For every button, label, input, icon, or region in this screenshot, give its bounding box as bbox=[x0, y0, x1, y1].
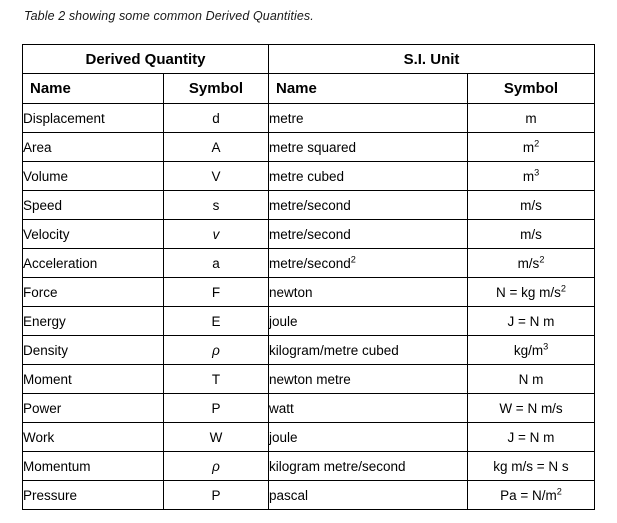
table-row bbox=[23, 133, 595, 162]
cell-quantity-symbol bbox=[164, 423, 269, 452]
cell-quantity-symbol bbox=[164, 191, 269, 220]
quantity-symbol-text: ρ bbox=[212, 458, 220, 474]
table-body bbox=[23, 104, 595, 510]
derived-quantities-table bbox=[22, 44, 595, 510]
cell-unit-symbol: N m bbox=[468, 365, 595, 394]
cell-unit-name: kilogram metre/second bbox=[269, 452, 468, 481]
cell-unit-name: newton bbox=[269, 278, 468, 307]
unit-symbol-base: N = kg m/s bbox=[496, 284, 561, 300]
cell-unit-name: metre cubed bbox=[269, 162, 468, 191]
table-row bbox=[23, 249, 595, 278]
cell-unit-symbol: m bbox=[468, 104, 595, 133]
quantity-symbol-text: a bbox=[212, 255, 220, 271]
cell-quantity-name: Volume bbox=[23, 162, 164, 191]
cell-quantity-name: Work bbox=[23, 423, 164, 452]
cell-unit-symbol bbox=[468, 162, 595, 191]
cell-unit-name: newton metre bbox=[269, 365, 468, 394]
cell-unit-name bbox=[269, 249, 468, 278]
cell-unit-symbol: J = N m bbox=[468, 307, 595, 336]
cell-quantity-name: Momentum bbox=[23, 452, 164, 481]
table-column-header-row bbox=[23, 74, 595, 104]
cell-unit-name: metre/second bbox=[269, 191, 468, 220]
cell-unit-symbol bbox=[468, 336, 595, 365]
unit-symbol-base: m bbox=[522, 139, 535, 155]
cell-unit-name: metre/second bbox=[269, 220, 468, 249]
cell-quantity-symbol bbox=[164, 133, 269, 162]
cell-quantity-name: Area bbox=[23, 133, 164, 162]
cell-unit-name: watt bbox=[269, 394, 468, 423]
table-group-header-row bbox=[23, 45, 595, 74]
column-header-unit-name: Name bbox=[269, 74, 468, 104]
cell-unit-symbol bbox=[468, 249, 595, 278]
cell-unit-name: joule bbox=[269, 423, 468, 452]
cell-unit-name: metre bbox=[269, 104, 468, 133]
cell-quantity-name: Acceleration bbox=[23, 249, 164, 278]
group-header-si-unit: S.I. Unit bbox=[269, 45, 595, 74]
cell-quantity-symbol bbox=[164, 336, 269, 365]
cell-quantity-name: Power bbox=[23, 394, 164, 423]
cell-quantity-symbol bbox=[164, 104, 269, 133]
cell-unit-name: joule bbox=[269, 307, 468, 336]
cell-quantity-symbol bbox=[164, 278, 269, 307]
unit-symbol-superscript: 3 bbox=[543, 341, 549, 351]
unit-symbol-base: m/s bbox=[517, 255, 540, 271]
quantity-symbol-text: F bbox=[211, 284, 221, 300]
unit-symbol-base: kg/m bbox=[513, 342, 544, 358]
unit-symbol-superscript: 2 bbox=[539, 254, 545, 264]
cell-unit-symbol bbox=[468, 278, 595, 307]
cell-unit-symbol bbox=[468, 481, 595, 510]
quantity-symbol-text: P bbox=[211, 487, 221, 503]
cell-unit-name: kilogram/metre cubed bbox=[269, 336, 468, 365]
table-row bbox=[23, 336, 595, 365]
cell-unit-name: pascal bbox=[269, 481, 468, 510]
cell-unit-symbol: J = N m bbox=[468, 423, 595, 452]
table-row bbox=[23, 365, 595, 394]
cell-quantity-name: Force bbox=[23, 278, 164, 307]
table-row bbox=[23, 191, 595, 220]
column-header-quantity-name: Name bbox=[23, 74, 164, 104]
cell-quantity-name: Energy bbox=[23, 307, 164, 336]
quantity-symbol-text: V bbox=[211, 168, 221, 184]
quantity-symbol-text: P bbox=[211, 400, 221, 416]
cell-unit-symbol: W = N m/s bbox=[468, 394, 595, 423]
quantity-symbol-text: E bbox=[211, 313, 221, 329]
cell-unit-symbol: kg m/s = N s bbox=[468, 452, 595, 481]
table-row bbox=[23, 104, 595, 133]
cell-unit-name: metre squared bbox=[269, 133, 468, 162]
table-row bbox=[23, 423, 595, 452]
column-header-unit-symbol: Symbol bbox=[468, 74, 595, 104]
unit-symbol-superscript: 2 bbox=[556, 486, 562, 496]
cell-quantity-name: Velocity bbox=[23, 220, 164, 249]
table-row bbox=[23, 394, 595, 423]
unit-name-superscript: 2 bbox=[350, 254, 356, 264]
cell-quantity-name: Moment bbox=[23, 365, 164, 394]
cell-quantity-name: Density bbox=[23, 336, 164, 365]
table-row bbox=[23, 452, 595, 481]
quantity-symbol-text: A bbox=[211, 139, 221, 155]
quantity-symbol-text: v bbox=[212, 226, 220, 242]
cell-quantity-name: Pressure bbox=[23, 481, 164, 510]
table-row bbox=[23, 278, 595, 307]
group-header-derived-quantity: Derived Quantity bbox=[23, 45, 269, 74]
quantity-symbol-text: d bbox=[212, 110, 220, 126]
unit-symbol-base: m bbox=[522, 168, 535, 184]
table-row bbox=[23, 220, 595, 249]
unit-symbol-superscript: 2 bbox=[534, 138, 540, 148]
table-row bbox=[23, 307, 595, 336]
cell-quantity-symbol bbox=[164, 307, 269, 336]
cell-quantity-symbol bbox=[164, 220, 269, 249]
table-row bbox=[23, 162, 595, 191]
cell-unit-symbol: m/s bbox=[468, 191, 595, 220]
cell-quantity-symbol bbox=[164, 365, 269, 394]
quantity-symbol-text: ρ bbox=[212, 342, 220, 358]
table-caption: Table 2 showing some common Derived Quantities. bbox=[24, 9, 314, 23]
unit-symbol-base: Pa = N/m bbox=[500, 487, 557, 503]
cell-unit-symbol: m/s bbox=[468, 220, 595, 249]
unit-symbol-superscript: 3 bbox=[534, 167, 540, 177]
unit-name-base: metre/second bbox=[269, 255, 351, 271]
quantity-symbol-text: T bbox=[211, 371, 221, 387]
cell-quantity-symbol bbox=[164, 394, 269, 423]
quantity-symbol-text: W bbox=[209, 429, 223, 445]
unit-symbol-superscript: 2 bbox=[560, 283, 566, 293]
cell-quantity-symbol bbox=[164, 481, 269, 510]
column-header-quantity-symbol: Symbol bbox=[164, 74, 269, 104]
cell-quantity-symbol bbox=[164, 452, 269, 481]
cell-unit-symbol bbox=[468, 133, 595, 162]
quantity-symbol-text: s bbox=[212, 197, 220, 213]
cell-quantity-symbol bbox=[164, 162, 269, 191]
cell-quantity-name: Displacement bbox=[23, 104, 164, 133]
cell-quantity-name: Speed bbox=[23, 191, 164, 220]
cell-quantity-symbol bbox=[164, 249, 269, 278]
table-header bbox=[23, 45, 595, 104]
table-row bbox=[23, 481, 595, 510]
